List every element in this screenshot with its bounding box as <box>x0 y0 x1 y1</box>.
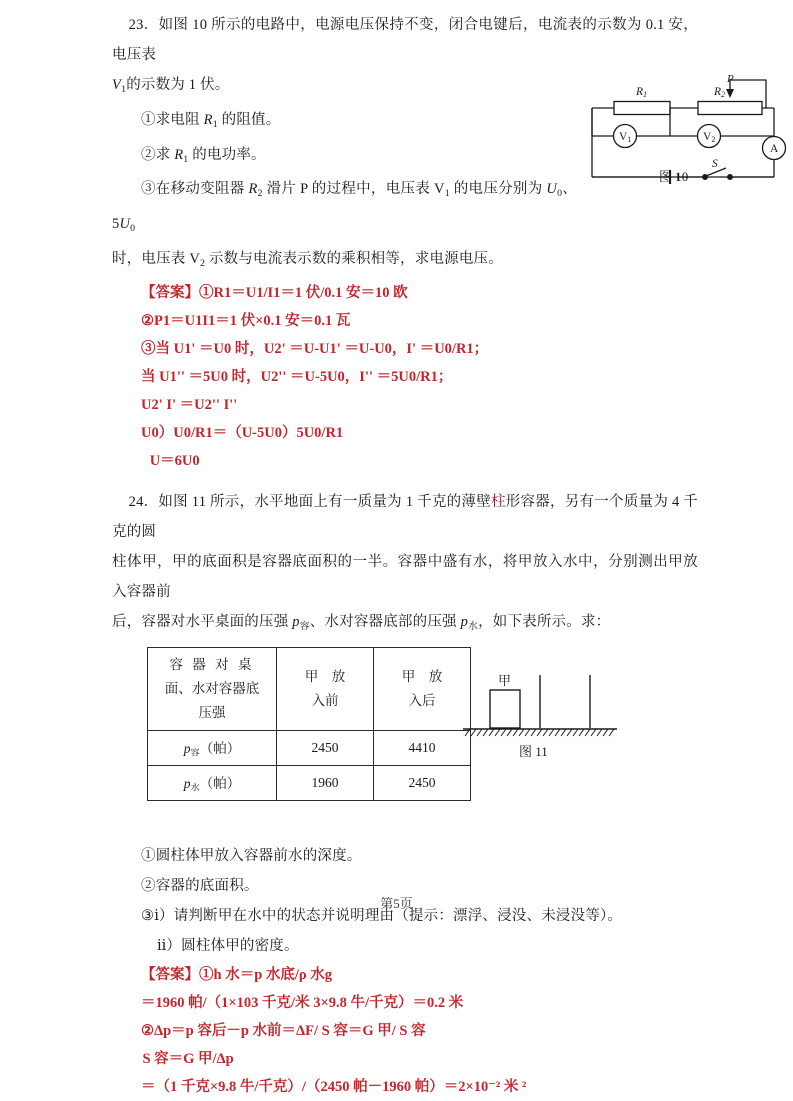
q23-answer-line-1: ②P1＝U1I1＝1 伏×0.1 安＝0.1 瓦 <box>112 307 698 335</box>
figure10-switch-label: S <box>712 158 718 170</box>
q24-line3-a: 后，容器对水平桌面的压强 <box>112 614 292 630</box>
q23-item2-prefix: ②求 <box>141 147 174 163</box>
q23-item1-suffix: 的阻值。 <box>218 112 281 128</box>
q24-p-water-sub: 水 <box>468 620 478 631</box>
col-header-before-top: 甲 放 <box>281 665 369 689</box>
figure11-block-label: 甲 <box>498 673 511 688</box>
q24-answer-line-1: ＝1960 帕/（1×103 千克/米 3×9.8 牛/千克）＝0.2 米 <box>112 989 698 1017</box>
q23-answer-line-5: U0）U0/R1＝（U-5U0）5U0/R1 <box>112 419 698 447</box>
q23-line1-text: ．如图 10 所示的电路中，电源电压保持不变，闭合电键后，电流表的示数为 0.1 安，电压表 <box>112 17 698 63</box>
q23-answer-line-2: ③当 U1' ＝U0 时，U2' ＝U-U1' ＝U-U0，I' ＝U0/R1； <box>112 335 698 363</box>
figure-10-caption: 图 10 <box>659 166 688 185</box>
q24-item-2: ②容器的底面积。 <box>112 871 698 901</box>
figure10-r1-label: R1 <box>635 86 647 99</box>
q23-item3-e: 时，电压表 V <box>112 251 200 267</box>
row0-sub: 容 <box>191 748 200 758</box>
q24-answer-line-4: ＝（1 千克×9.8 牛/千克）/（2450 帕－1960 帕）＝2×10⁻² 米 ² <box>112 1073 698 1101</box>
table-row <box>148 731 471 766</box>
q24-line1-a: ．如图 11 所示，水平地面上有一质量为 1 千克的薄壁 <box>144 494 491 510</box>
q23-line2-text: 的示数为 1 伏。 <box>126 77 229 93</box>
q23-item2-suffix: 的电功率。 <box>188 147 265 163</box>
q24-line-3 <box>112 607 698 642</box>
q24-answer-line-0 <box>112 961 698 989</box>
q24-p-water-symbol: p <box>461 614 468 630</box>
q24-line-2: 柱体甲，甲的底面积是容器底面积的一半。容器中盛有水，将甲放入水中，分别测出甲放入容器前 <box>112 547 698 607</box>
table-corner-label <box>148 648 277 731</box>
page-content <box>112 10 698 1101</box>
q23-number: 23 <box>129 17 144 33</box>
q23-item3-u0b-sub: 0 <box>130 223 135 234</box>
figure-11-caption: 图 11 <box>519 741 548 760</box>
q23-answer-text-0: ①R1＝U1/I1＝1 伏/0.1 安＝10 欧 <box>199 285 408 301</box>
cell-value: 2450 <box>277 731 374 766</box>
figure-11-container <box>457 657 687 777</box>
q24-item-3-ii: ⅱ）圆柱体甲的密度。 <box>112 931 698 961</box>
q23-item-3-line-a <box>112 174 577 244</box>
table-and-figure-row <box>112 647 698 801</box>
row-label-p-water <box>148 766 277 801</box>
q24-p-container-sub: 容 <box>300 620 310 631</box>
page-footer: 第5页 <box>0 893 793 912</box>
q23-item3-u0-sub: 0 <box>557 188 562 199</box>
q24-line3-c: ，如下表所示。求： <box>478 614 610 630</box>
q23-answer-line-4: U2' I' ＝U2'' I'' <box>112 391 698 419</box>
q23-answer-line-0 <box>112 279 698 307</box>
q23-item1-var: R <box>204 112 213 128</box>
q23-item2-sub: 1 <box>183 153 188 164</box>
table-header-row <box>148 648 471 731</box>
q23-item3-u0b: U <box>119 216 130 232</box>
question-24 <box>112 487 698 1101</box>
table-row <box>148 766 471 801</box>
q23-line-2 <box>112 70 552 105</box>
q24-line-1 <box>112 487 698 547</box>
row0-p: p <box>184 741 191 756</box>
q23-item3-b: 滑片 P 的过程中，电压表 V <box>263 181 445 197</box>
row1-p: p <box>184 776 191 791</box>
q24-p-container-symbol: p <box>292 614 299 630</box>
q24-line1-b: 形容器，另有一个质量为 4 千克的圆 <box>112 494 698 540</box>
question-23 <box>112 10 698 475</box>
q23-item3-r2: R <box>248 181 257 197</box>
q24-line1-highlight: 柱 <box>491 494 506 510</box>
q23-item-2 <box>112 140 552 175</box>
q24-answer-label: 【答案】 <box>141 967 199 983</box>
row0-unit: （帕） <box>200 741 241 756</box>
q24-item-1: ①圆柱体甲放入容器前水的深度。 <box>112 841 698 871</box>
q23-item1-prefix: ①求电阻 <box>141 112 204 128</box>
q23-item-1 <box>112 105 552 140</box>
corner-label-line-3: 压强 <box>152 701 272 725</box>
q24-answer-line-2: ②Δp＝p 容后－p 水前＝ΔF/ S 容＝G 甲/ S 容 <box>112 1017 698 1045</box>
figure10-ammeter-label: A <box>770 143 779 155</box>
figure10-v2-label: V2 <box>703 131 715 144</box>
row1-unit: （帕） <box>200 776 241 791</box>
corner-label-line-2: 面、水对容器底 <box>152 677 272 701</box>
cell-value: 1960 <box>277 766 374 801</box>
q23-item3-r2-sub: 2 <box>258 188 263 199</box>
col-header-after-top: 甲 放 <box>378 665 466 689</box>
col-header-before-bottom: 入前 <box>281 689 369 713</box>
q23-item3-v2-sub: 2 <box>200 258 205 269</box>
cell-value: 4410 <box>374 731 471 766</box>
row1-sub: 水 <box>191 783 200 793</box>
table-col-header-before <box>277 648 374 731</box>
corner-label-line-1: 容 器 对 桌 <box>152 653 272 677</box>
pressure-table <box>147 647 471 801</box>
col-header-after-bottom: 入后 <box>378 689 466 713</box>
q24-answer-text-0: ①h 水＝p 水底/ρ 水g <box>199 967 332 983</box>
q23-answer-label: 【答案】 <box>141 285 199 301</box>
q23-item2-var: R <box>174 147 183 163</box>
figure10-v1-label: V1 <box>619 131 631 144</box>
q23-answer-line-6: U＝6U0 <box>112 447 698 475</box>
q23-item3-v1-sub: 1 <box>445 188 450 199</box>
q24-number: 24 <box>129 494 144 510</box>
q23-v1-subscript: 1 <box>121 84 126 95</box>
cell-value: 2450 <box>374 766 471 801</box>
figure10-r2-label: R2 <box>713 86 725 99</box>
row-label-p-container <box>148 731 277 766</box>
q23-item3-u0: U <box>546 181 557 197</box>
q23-item-3-line-b <box>112 244 577 279</box>
q23-item3-d: 、5 <box>112 181 577 232</box>
q23-item1-sub: 1 <box>213 119 218 130</box>
q23-item3-f: 示数与电流表示数的乘积相等，求电源电压。 <box>205 251 503 267</box>
q24-item-3: ③ⅰ）请判断甲在水中的状态并说明理由（提示：漂浮、浸没、未浸没等）。 <box>112 901 698 931</box>
table-col-header-after <box>374 648 471 731</box>
figure10-slider-label: P <box>726 73 734 85</box>
q23-answer-line-3: 当 U1'' ＝5U0 时，U2'' ＝U-5U0，I'' ＝5U0/R1； <box>112 363 698 391</box>
figure-11-svg <box>457 657 687 767</box>
q24-answer-line-3: S 容＝G 甲/Δp <box>112 1045 698 1073</box>
q23-item3-a: ③在移动变阻器 <box>141 181 248 197</box>
q24-line3-b: 、水对容器底部的压强 <box>310 614 461 630</box>
q23-item3-c: 的电压分别为 <box>450 181 547 197</box>
q23-v1-symbol: V <box>112 77 121 93</box>
figure-10-circuit <box>574 40 793 190</box>
